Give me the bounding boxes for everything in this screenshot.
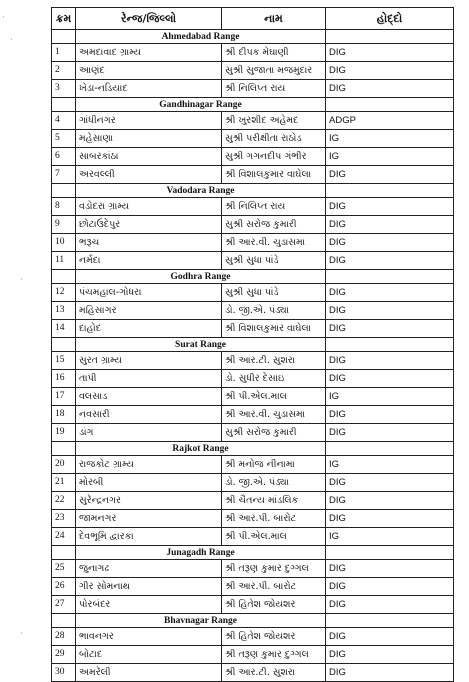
officer-name-cell: સુશ્રી સુધા પાંડે bbox=[222, 252, 326, 270]
rank-cell: DIG bbox=[326, 370, 454, 388]
rank-cell: DIG bbox=[326, 44, 454, 62]
column-header-serial: ક્રમ bbox=[52, 8, 76, 30]
officer-name-cell: ડો. સુધીર દેસાઇ bbox=[222, 370, 326, 388]
serial-number-cell: 15 bbox=[52, 352, 76, 370]
rank-cell: IG bbox=[326, 528, 454, 546]
district-cell: ગીર સોમનાથ bbox=[76, 578, 222, 596]
table-row bbox=[52, 112, 454, 130]
district-cell: દેવભૂમિ દ્વારકા bbox=[76, 528, 222, 546]
rank-cell: IG bbox=[326, 388, 454, 406]
officer-name-cell: શ્રી હિતેશ જોયશર bbox=[222, 628, 326, 646]
district-cell: તાપી bbox=[76, 370, 222, 388]
table-row bbox=[52, 234, 454, 252]
serial-number-cell: 27 bbox=[52, 596, 76, 614]
district-cell: આણંદ bbox=[76, 62, 222, 80]
officer-name-cell: સુશ્રી સુધા પાંડે bbox=[222, 284, 326, 302]
range-row-empty-cell bbox=[326, 270, 454, 284]
margin-mark: · bbox=[2, 13, 5, 22]
district-cell: વલસાડ bbox=[76, 388, 222, 406]
serial-number-cell: 17 bbox=[52, 388, 76, 406]
range-label: Vadodara Range bbox=[76, 184, 326, 198]
range-row-empty-cell bbox=[52, 270, 76, 284]
table-row bbox=[52, 320, 454, 338]
officer-name-cell: શ્રી આર.પી. બારોટ bbox=[222, 578, 326, 596]
range-row-empty-cell bbox=[52, 338, 76, 352]
rank-cell: DIG bbox=[326, 198, 454, 216]
rank-cell: DIG bbox=[326, 320, 454, 338]
rank-cell: DIG bbox=[326, 216, 454, 234]
range-row-empty-cell bbox=[52, 442, 76, 456]
officer-name-cell: શ્રી ખુરશીદ અહેમદ bbox=[222, 112, 326, 130]
officer-name-cell: શ્રી મનોજ નીનામા bbox=[222, 456, 326, 474]
header-row bbox=[52, 8, 454, 30]
serial-number-cell: 5 bbox=[52, 130, 76, 148]
officer-name-cell: શ્રી આર.વી. ચુડાસમા bbox=[222, 234, 326, 252]
range-label: Junagadh Range bbox=[76, 546, 326, 560]
range-row-empty-cell bbox=[52, 98, 76, 112]
range-row-empty-cell bbox=[326, 614, 454, 628]
officer-name-cell: શ્રી તરૂણ કુમાર દુગ્ગલ bbox=[222, 560, 326, 578]
district-cell: મહિસાગર bbox=[76, 302, 222, 320]
table-row bbox=[52, 492, 454, 510]
range-label: Bhavnagar Range bbox=[76, 614, 326, 628]
district-cell: પોરબંદર bbox=[76, 596, 222, 614]
table-row bbox=[52, 406, 454, 424]
serial-number-cell: 10 bbox=[52, 234, 76, 252]
rank-cell: DIG bbox=[326, 284, 454, 302]
range-row-empty-cell bbox=[326, 442, 454, 456]
range-row-empty-cell bbox=[52, 546, 76, 560]
serial-number-cell: 21 bbox=[52, 474, 76, 492]
rank-cell: ADGP bbox=[326, 112, 454, 130]
officer-name-cell: શ્રી પી.એલ.માલ bbox=[222, 388, 326, 406]
rank-cell: DIG bbox=[326, 352, 454, 370]
officer-name-cell: શ્રી નિલિપ્ત રાય bbox=[222, 198, 326, 216]
rank-cell: DIG bbox=[326, 560, 454, 578]
district-cell: સાબરકાંઠા bbox=[76, 148, 222, 166]
margin-mark: · bbox=[20, 629, 23, 638]
serial-number-cell: 2 bbox=[52, 62, 76, 80]
column-header-name: નામ bbox=[222, 8, 326, 30]
rank-cell: DIG bbox=[326, 166, 454, 184]
range-row-empty-cell bbox=[326, 546, 454, 560]
serial-number-cell: 24 bbox=[52, 528, 76, 546]
table-row bbox=[52, 388, 454, 406]
range-row-empty-cell bbox=[326, 30, 454, 44]
table-row bbox=[52, 130, 454, 148]
table-row bbox=[52, 80, 454, 98]
officer-name-cell: સુશ્રી ગગનદીપ ગંભીર bbox=[222, 148, 326, 166]
range-label: Surat Range bbox=[76, 338, 326, 352]
serial-number-cell: 12 bbox=[52, 284, 76, 302]
district-cell: ડાંગ bbox=[76, 424, 222, 442]
serial-number-cell: 18 bbox=[52, 406, 76, 424]
rank-cell: DIG bbox=[326, 234, 454, 252]
serial-number-cell: 9 bbox=[52, 216, 76, 234]
table-row bbox=[52, 252, 454, 270]
range-header-row bbox=[52, 98, 454, 112]
district-cell: જુનાગઢ bbox=[76, 560, 222, 578]
serial-number-cell: 16 bbox=[52, 370, 76, 388]
serial-number-cell: 25 bbox=[52, 560, 76, 578]
range-label: Ahmedabad Range bbox=[76, 30, 326, 44]
range-header-row bbox=[52, 546, 454, 560]
district-cell: પંચમહાલ-ગોધરા bbox=[76, 284, 222, 302]
table-row bbox=[52, 596, 454, 614]
rank-cell: DIG bbox=[326, 492, 454, 510]
table-row bbox=[52, 474, 454, 492]
range-label: Gandhinagar Range bbox=[76, 98, 326, 112]
table-row bbox=[52, 302, 454, 320]
district-cell: છોટાઉદેપુર bbox=[76, 216, 222, 234]
officer-name-cell: શ્રી આર.ટી. સુશરા bbox=[222, 664, 326, 682]
range-row-empty-cell bbox=[52, 30, 76, 44]
district-cell: સુરેન્દ્રનગર bbox=[76, 492, 222, 510]
officer-name-cell: શ્રી તરૂણ કુમાર દુગ્ગલ bbox=[222, 646, 326, 664]
table-row bbox=[52, 578, 454, 596]
rank-cell: DIG bbox=[326, 596, 454, 614]
table-row bbox=[52, 166, 454, 184]
officer-name-cell: શ્રી દીપક મેઘાણી bbox=[222, 44, 326, 62]
district-cell: દાહોદ bbox=[76, 320, 222, 338]
table-row bbox=[52, 44, 454, 62]
range-row-empty-cell bbox=[326, 338, 454, 352]
table-row bbox=[52, 198, 454, 216]
table-row bbox=[52, 628, 454, 646]
table-row bbox=[52, 664, 454, 682]
column-header-rank: હોદ્દો bbox=[326, 8, 454, 30]
range-header-row bbox=[52, 30, 454, 44]
range-header-row bbox=[52, 338, 454, 352]
table-row bbox=[52, 528, 454, 546]
table-row bbox=[52, 352, 454, 370]
district-cell: અમરેલી bbox=[76, 664, 222, 682]
table-row bbox=[52, 560, 454, 578]
officer-name-cell: શ્રી નિલિપ્ત રાય bbox=[222, 80, 326, 98]
table-row bbox=[52, 370, 454, 388]
table-row bbox=[52, 216, 454, 234]
table-row bbox=[52, 646, 454, 664]
serial-number-cell: 4 bbox=[52, 112, 76, 130]
table-row bbox=[52, 510, 454, 528]
rank-cell: DIG bbox=[326, 664, 454, 682]
table-header bbox=[52, 8, 454, 30]
serial-number-cell: 14 bbox=[52, 320, 76, 338]
officer-name-cell: સુશ્રી પરીક્ષીતા રાઠોડ bbox=[222, 130, 326, 148]
serial-number-cell: 22 bbox=[52, 492, 76, 510]
margin-mark: · bbox=[20, 275, 23, 284]
range-header-row bbox=[52, 442, 454, 456]
rank-cell: IG bbox=[326, 130, 454, 148]
officer-name-cell: શ્રી વિશાલકુમાર વાઘેલા bbox=[222, 166, 326, 184]
officer-name-cell: ડો. જી.એ. પંડ્યા bbox=[222, 302, 326, 320]
district-cell: જામનગર bbox=[76, 510, 222, 528]
serial-number-cell: 3 bbox=[52, 80, 76, 98]
rank-cell: DIG bbox=[326, 424, 454, 442]
column-header-range-district: રેન્જ/જિલ્લો bbox=[76, 8, 222, 30]
officer-name-cell: શ્રી હિતેશ જોયશર bbox=[222, 596, 326, 614]
district-cell: વડોદરા ગ્રામ્ય bbox=[76, 198, 222, 216]
district-cell: અરવલ્લી bbox=[76, 166, 222, 184]
officer-name-cell: શ્રી આર.પી. બારોટ bbox=[222, 510, 326, 528]
rank-cell: DIG bbox=[326, 474, 454, 492]
officer-name-cell: શ્રી પી.એલ.માલ bbox=[222, 528, 326, 546]
serial-number-cell: 8 bbox=[52, 198, 76, 216]
officer-name-cell: શ્રી આર.ટી. સુશરા bbox=[222, 352, 326, 370]
rank-cell: DIG bbox=[326, 252, 454, 270]
rank-cell: DIG bbox=[326, 80, 454, 98]
district-cell: ગાંધીનગર bbox=[76, 112, 222, 130]
officer-name-cell: શ્રી વિશાલકુમાર વાઘેલા bbox=[222, 320, 326, 338]
serial-number-cell: 29 bbox=[52, 646, 76, 664]
range-row-empty-cell bbox=[52, 184, 76, 198]
table-row bbox=[52, 148, 454, 166]
serial-number-cell: 19 bbox=[52, 424, 76, 442]
district-cell: રાજકોટ ગ્રામ્ય bbox=[76, 456, 222, 474]
officer-name-cell: સુશ્રી સરોજ કુમારી bbox=[222, 424, 326, 442]
range-row-empty-cell bbox=[326, 184, 454, 198]
rank-cell: IG bbox=[326, 148, 454, 166]
officer-name-cell: ડો. જી.એ. પંડ્યા bbox=[222, 474, 326, 492]
rank-cell: DIG bbox=[326, 628, 454, 646]
officer-name-cell: શ્રી આર.વી. ચુડાસમા bbox=[222, 406, 326, 424]
rank-cell: DIG bbox=[326, 406, 454, 424]
table-row bbox=[52, 456, 454, 474]
district-cell: અમદાવાદ ગ્રામ્ય bbox=[76, 44, 222, 62]
serial-number-cell: 30 bbox=[52, 664, 76, 682]
officer-name-cell: શ્રી ચૈતન્ય માંડલિક bbox=[222, 492, 326, 510]
range-header-row bbox=[52, 270, 454, 284]
officer-name-cell: સુશ્રી સુજાતા મજમુદાર bbox=[222, 62, 326, 80]
district-cell: મોરબી bbox=[76, 474, 222, 492]
margin-mark: · bbox=[10, 35, 13, 44]
table-row bbox=[52, 424, 454, 442]
range-label: Godhra Range bbox=[76, 270, 326, 284]
range-header-row bbox=[52, 614, 454, 628]
district-cell: નવસારી bbox=[76, 406, 222, 424]
table-row bbox=[52, 62, 454, 80]
serial-number-cell: 26 bbox=[52, 578, 76, 596]
range-row-empty-cell bbox=[326, 98, 454, 112]
range-row-empty-cell bbox=[52, 614, 76, 628]
rank-cell: DIG bbox=[326, 302, 454, 320]
serial-number-cell: 1 bbox=[52, 44, 76, 62]
rank-cell: DIG bbox=[326, 62, 454, 80]
serial-number-cell: 11 bbox=[52, 252, 76, 270]
officer-name-cell: સુશ્રી સરોજ કુમારી bbox=[222, 216, 326, 234]
rank-cell: DIG bbox=[326, 510, 454, 528]
range-label: Rajkot Range bbox=[76, 442, 326, 456]
district-cell: બોટાદ bbox=[76, 646, 222, 664]
serial-number-cell: 23 bbox=[52, 510, 76, 528]
serial-number-cell: 13 bbox=[52, 302, 76, 320]
table-body bbox=[52, 30, 454, 682]
rank-cell: DIG bbox=[326, 646, 454, 664]
rank-cell: IG bbox=[326, 456, 454, 474]
district-cell: ભાવનગર bbox=[76, 628, 222, 646]
table-row bbox=[52, 284, 454, 302]
serial-number-cell: 6 bbox=[52, 148, 76, 166]
district-cell: સુરત ગ્રામ્ય bbox=[76, 352, 222, 370]
officers-table bbox=[51, 7, 454, 682]
serial-number-cell: 28 bbox=[52, 628, 76, 646]
serial-number-cell: 7 bbox=[52, 166, 76, 184]
district-cell: ભરૂચ bbox=[76, 234, 222, 252]
range-header-row bbox=[52, 184, 454, 198]
district-cell: મહેસાણા bbox=[76, 130, 222, 148]
serial-number-cell: 20 bbox=[52, 456, 76, 474]
district-cell: નર્મદા bbox=[76, 252, 222, 270]
district-cell: ખેડા-નડિયાદ bbox=[76, 80, 222, 98]
rank-cell: DIG bbox=[326, 578, 454, 596]
